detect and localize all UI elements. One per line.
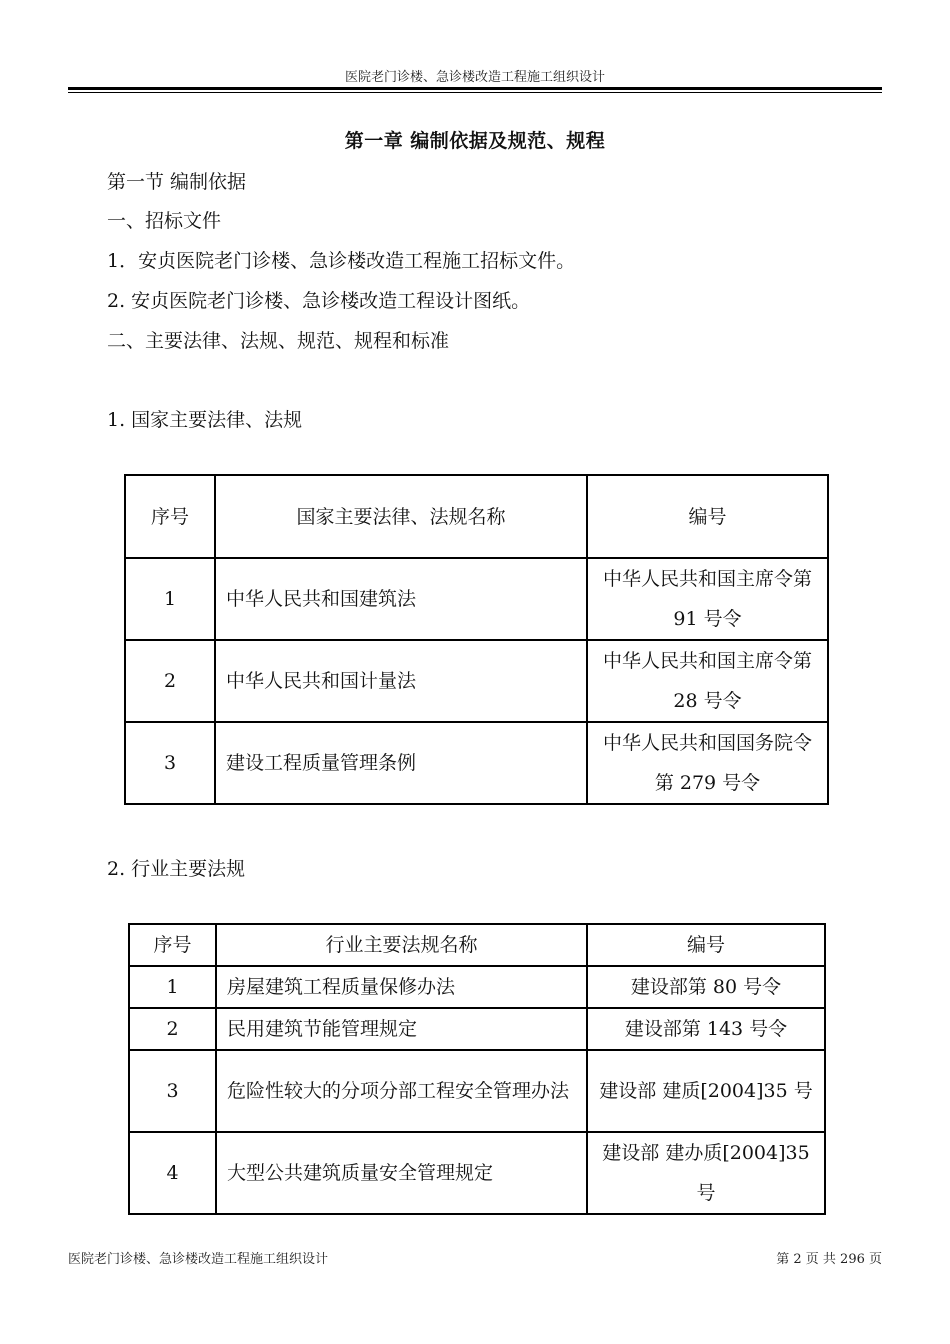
- footer-document-title: 医院老门诊楼、急诊楼改造工程施工组织设计: [68, 1252, 329, 1267]
- cell-code: 中华人民共和国国务院令第 279 号令: [587, 722, 828, 804]
- cell-index: 1: [129, 966, 216, 1008]
- section-title: 第一节 编制依据: [107, 171, 247, 193]
- cell-index: 3: [125, 722, 215, 804]
- cell-name: 大型公共建筑质量安全管理规定: [216, 1132, 587, 1214]
- page-header-title: 医院老门诊楼、急诊楼改造工程施工组织设计: [344, 70, 605, 85]
- table-row: [129, 1050, 825, 1132]
- chapter-title: 第一章 编制依据及规范、规程: [344, 130, 606, 152]
- table-header-row: [125, 475, 828, 558]
- footer-page-info: 第 2 页 共 296 页: [776, 1252, 882, 1267]
- cell-code: 中华人民共和国主席令第 28 号令: [587, 640, 828, 722]
- table-row: [129, 1008, 825, 1050]
- header-rule-thin: [68, 92, 882, 93]
- cell-name: 民用建筑节能管理规定: [216, 1008, 587, 1050]
- cell-code: 建设部 建质[2004]35 号: [587, 1050, 825, 1132]
- header-cell-code: 编号: [587, 924, 825, 966]
- cell-name: 房屋建筑工程质量保修办法: [216, 966, 587, 1008]
- cell-name: 中华人民共和国建筑法: [215, 558, 587, 640]
- cell-code: 建设部第 143 号令: [587, 1008, 825, 1050]
- table2-caption: 2. 行业主要法规: [107, 858, 246, 880]
- header-cell-index: 序号: [129, 924, 216, 966]
- part1-item-2: 2. 安贞医院老门诊楼、急诊楼改造工程设计图纸。: [107, 290, 531, 312]
- header-cell-name: 行业主要法规名称: [216, 924, 587, 966]
- cell-index: 1: [125, 558, 215, 640]
- table-header-row: [129, 924, 825, 966]
- cell-name: 中华人民共和国计量法: [215, 640, 587, 722]
- table-row: [125, 640, 828, 722]
- cell-index: 3: [129, 1050, 216, 1132]
- table-row: [129, 966, 825, 1008]
- cell-index: 4: [129, 1132, 216, 1214]
- industry-regulations-table: [128, 923, 826, 1215]
- table-row: [125, 558, 828, 640]
- national-laws-table: [124, 474, 829, 805]
- cell-code: 建设部第 80 号令: [587, 966, 825, 1008]
- cell-index: 2: [129, 1008, 216, 1050]
- header-cell-name: 国家主要法律、法规名称: [215, 475, 587, 558]
- part2-heading: 二、主要法律、法规、规范、规程和标准: [107, 330, 450, 352]
- header-cell-code: 编号: [587, 475, 828, 558]
- cell-name: 危险性较大的分项分部工程安全管理办法: [216, 1050, 587, 1132]
- table-row: [129, 1132, 825, 1214]
- part1-heading: 一、招标文件: [107, 210, 222, 232]
- part1-item-1: 1．安贞医院老门诊楼、急诊楼改造工程施工招标文件。: [107, 250, 576, 272]
- header-cell-index: 序号: [125, 475, 215, 558]
- table-row: [125, 722, 828, 804]
- cell-name: 建设工程质量管理条例: [215, 722, 587, 804]
- cell-code: 建设部 建办质[2004]35 号: [587, 1132, 825, 1214]
- header-rule-thick: [68, 87, 882, 90]
- cell-index: 2: [125, 640, 215, 722]
- cell-code: 中华人民共和国主席令第 91 号令: [587, 558, 828, 640]
- table1-caption: 1. 国家主要法律、法规: [107, 409, 303, 431]
